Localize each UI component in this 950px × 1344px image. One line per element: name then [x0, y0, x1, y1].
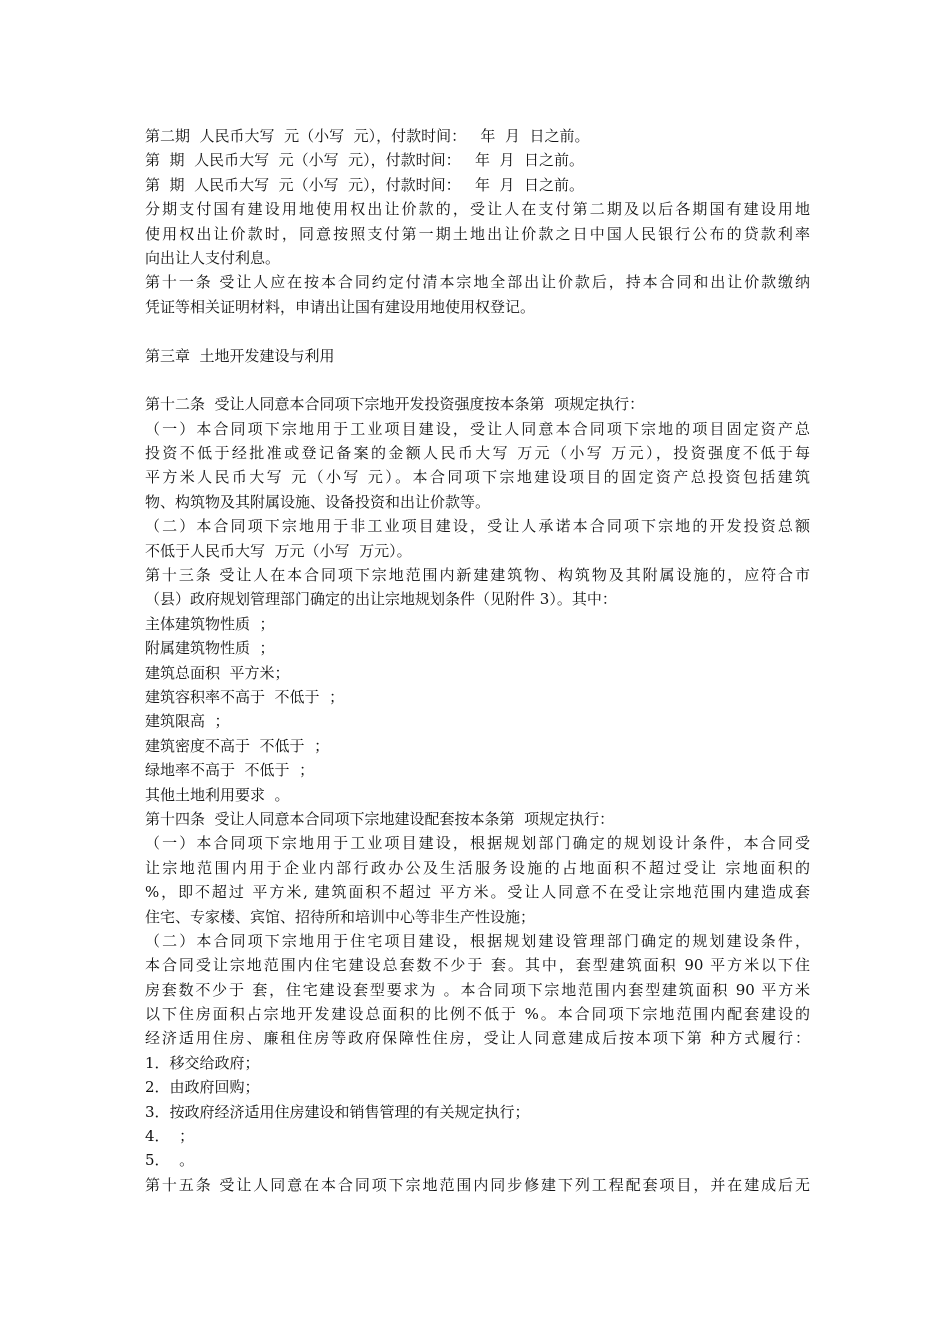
text-line: 物、构筑物及其附属设施、设备投资和出让价款等。 [145, 492, 491, 511]
text-line: 第二期 人民币大写 元（小写 元），付款时间： 年 月 日之前。 [145, 127, 590, 145]
text-line: 建筑总面积 平方米； [145, 663, 290, 682]
text-line: 主体建筑物性质 ； [145, 614, 275, 633]
text-line: 建筑容积率不高于 不低于 ； [145, 687, 345, 706]
text-line: 第十五条 受让人同意在本合同项下宗地范围内同步修建下列工程配套项目，并在建成后无 [145, 1175, 810, 1194]
text-line: （二）本合同项下宗地用于非工业项目建设，受让人承诺本合同项下宗地的开发投资总额 [145, 517, 810, 536]
text-line: 建筑密度不高于 不低于 ； [145, 736, 330, 755]
text-line: 建筑限高 ； [145, 712, 230, 731]
text-line: 第三章 土地开发建设与利用 [145, 346, 335, 365]
text-line: 经济适用住房、廉租住房等政府保障性住房，受让人同意建成后按本项下第 种方式履行： [145, 1029, 810, 1048]
text-line: 以下住房面积占宗地开发建设总面积的比例不低于 %。本合同项下宗地范围内配套建设的 [145, 1005, 810, 1024]
text-line: 向出让人支付利息。 [145, 248, 281, 267]
text-line: （二）本合同项下宗地用于住宅项目建设，根据规划建设管理部门确定的规划建设条件， [145, 931, 810, 950]
blank-line [145, 368, 810, 392]
text-line: 1．移交给政府； [145, 1053, 260, 1072]
text-line: 3．按政府经济适用住房建设和销售管理的有关规定执行； [145, 1102, 530, 1121]
text-line: 附属建筑物性质 ； [145, 639, 275, 658]
text-line: 住宅、专家楼、宾馆、招待所和培训中心等非生产性设施； [145, 907, 536, 926]
text-line: 第十三条 受让人在本合同项下宗地范围内新建建筑物、构筑物及其附属设施的，应符合市 [145, 566, 810, 585]
text-line: 本合同受让宗地范围内住宅建设总套数不少于 套。其中，套型建筑面积 90 平方米以下住 [145, 956, 810, 975]
text-line: 第十二条 受让人同意本合同项下宗地开发投资强度按本条第 项规定执行： [145, 395, 645, 414]
text-line: （县）政府规划管理部门确定的出让宗地规划条件（见附件 3）。其中： [145, 590, 617, 609]
text-line: 让宗地范围内用于企业内部行政办公及生活服务设施的占地面积不超过受让 宗地面积的 [145, 858, 810, 877]
text-line: （一）本合同项下宗地用于工业项目建设，受让人同意本合同项下宗地的项目固定资产总 [145, 419, 810, 438]
text-line: （一）本合同项下宗地用于工业项目建设，根据规划部门确定的规划设计条件，本合同受 [145, 834, 810, 853]
text-line: 投资不低于经批准或登记备案的金额人民币大写 万元（小写 万元），投资强度不低于每 [145, 444, 810, 463]
text-line: 分期支付国有建设用地使用权出让价款的，受让人在支付第二期及以后各期国有建设用地 [145, 200, 810, 219]
text-line: 4． ； [145, 1127, 195, 1146]
text-line: 2．由政府回购； [145, 1078, 260, 1097]
text-line: 使用权出让价款时，同意按照支付第一期土地出让价款之日中国人民银行公布的贷款利率 [145, 224, 810, 243]
text-line: 第十一条 受让人应在按本合同约定付清本宗地全部出让价款后，持本合同和出让价款缴纳 [145, 273, 810, 292]
text-line: 第 期 人民币大写 元（小写 元），付款时间： 年 月 日之前。 [145, 151, 585, 170]
text-line: 第十四条 受让人同意本合同项下宗地建设配套按本条第 项规定执行： [145, 809, 615, 828]
text-line: 第 期 人民币大写 元（小写 元），付款时间： 年 月 日之前。 [145, 175, 585, 194]
text-line: 绿地率不高于 不低于 ； [145, 761, 315, 780]
text-line: %，即不超过 平方米, 建筑面积不超过 平方米。受让人同意不在受让宗地范围内建造成套 [145, 883, 810, 902]
text-line: 凭证等相关证明材料，申请出让国有建设用地使用权登记。 [145, 297, 536, 316]
text-line: 其他土地利用要求 。 [145, 785, 290, 804]
blank-line [145, 319, 810, 343]
text-line: 平方米人民币大写 元（小写 元）。本合同项下宗地建设项目的固定资产总投资包括建筑 [145, 468, 810, 487]
text-line: 房套数不少于 套，住宅建设套型要求为 。本合同项下宗地范围内套型建筑面积 90 平方米 [145, 980, 810, 999]
document-page [145, 124, 810, 1197]
text-line: 5． 。 [145, 1151, 195, 1170]
text-line: 不低于人民币大写 万元（小写 万元）。 [145, 541, 412, 560]
